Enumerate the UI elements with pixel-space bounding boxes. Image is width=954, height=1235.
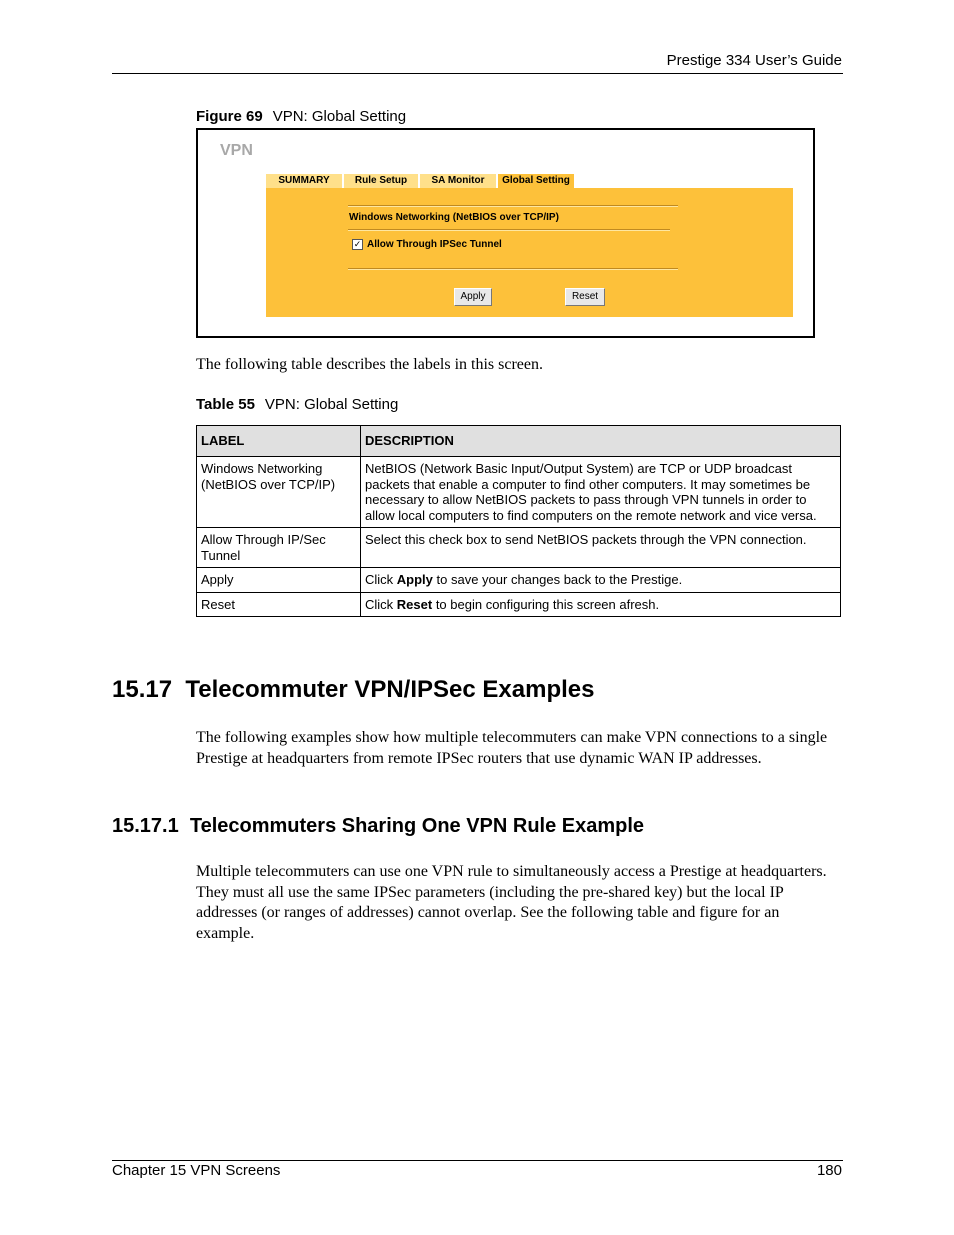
tab-summary[interactable]: SUMMARY [266,174,344,188]
table-header-row [197,426,841,457]
section-heading: 15.17 Telecommuter VPN/IPSec Examples [112,676,595,703]
row-label: Windows Networking (NetBIOS over TCP/IP) [197,457,361,528]
subsection-body: Multiple telecommuters can use one VPN rule to simultaneously access a Prestige at headquarters. They must all use the same IPSec parameters (including the pre-shared key) but the local IP addresses (or ranges of addresses) cannot overlap. See the following table and figure for an example. [196,863,827,942]
footer-page-number: 180 [816,1162,842,1179]
tab-sa-monitor[interactable]: SA Monitor [420,174,498,188]
tab-global-setting[interactable]: Global Setting [498,174,576,188]
row-label: Allow Through IP/Sec Tunnel [197,528,361,568]
panel-divider [348,229,670,231]
section-body: The following examples show how multiple telecommuters can make VPN connections to a single Prestige at headquarters from remote IPSec routers that use dynamic WAN IP addresses. [196,729,828,767]
label-description-table [196,425,841,617]
desc-bold-term: Reset [396,596,433,612]
table-header-description: DESCRIPTION [361,426,841,457]
global-setting-panel [266,188,793,317]
row-label: Apply [197,568,361,593]
row-description: Select this check box to send NetBIOS packets through the VPN connection. [361,528,841,568]
allow-ipsec-checkbox-label: Allow Through IPSec Tunnel [367,239,502,250]
panel-divider [348,205,678,207]
vpn-tabs [266,174,576,188]
panel-divider [348,268,678,270]
desc-text: to save your changes back to the Prestige. [432,572,683,587]
allow-ipsec-checkbox[interactable]: ✓ [353,239,362,249]
section-title-windows-networking: Windows Networking (NetBIOS over TCP/IP) [349,212,559,223]
header-rule [112,73,843,74]
table-row [197,592,841,617]
figure-label: Figure 69 [196,108,263,125]
reset-button[interactable]: Reset [565,288,605,306]
table-row [197,568,841,593]
table-label: Table 55 [196,396,255,413]
table-row [197,528,841,568]
desc-text: to begin configuring this screen afresh. [432,596,660,612]
footer-rule [112,1160,843,1161]
vpn-screen-figure [196,128,815,338]
row-description [361,568,841,593]
figure-caption-text: VPN: Global Setting [272,108,407,125]
tab-rule-setup[interactable]: Rule Setup [344,174,420,188]
desc-bold-term: Apply [396,572,433,587]
row-description: NetBIOS (Network Basic Input/Output System) are TCP or UDP broadcast packets that enable a computer to find other computers. It may sometimes be necessary to allow NetBIOS packets to pass through VPN tunnels in order to allow local computers to find computers on the remote network and vice versa. [361,457,841,528]
table-intro-text: The following table describes the labels in this screen. [196,356,544,373]
row-label: Reset [197,592,361,617]
desc-text: Click [365,572,397,587]
table-header-label: LABEL [197,426,361,457]
table-caption [196,396,398,413]
page-header-title: Prestige 334 User’s Guide [666,52,842,69]
row-description [361,592,841,617]
footer-chapter: Chapter 15 VPN Screens [112,1162,281,1179]
apply-button[interactable]: Apply [454,288,492,306]
figure-caption [196,108,406,125]
subsection-heading: 15.17.1 Telecommuters Sharing One VPN Rule Example [112,815,645,837]
vpn-screen-title: VPN [220,142,253,159]
table-caption-text: VPN: Global Setting [264,396,399,413]
desc-text: Click [365,596,397,612]
table-row [197,457,841,528]
